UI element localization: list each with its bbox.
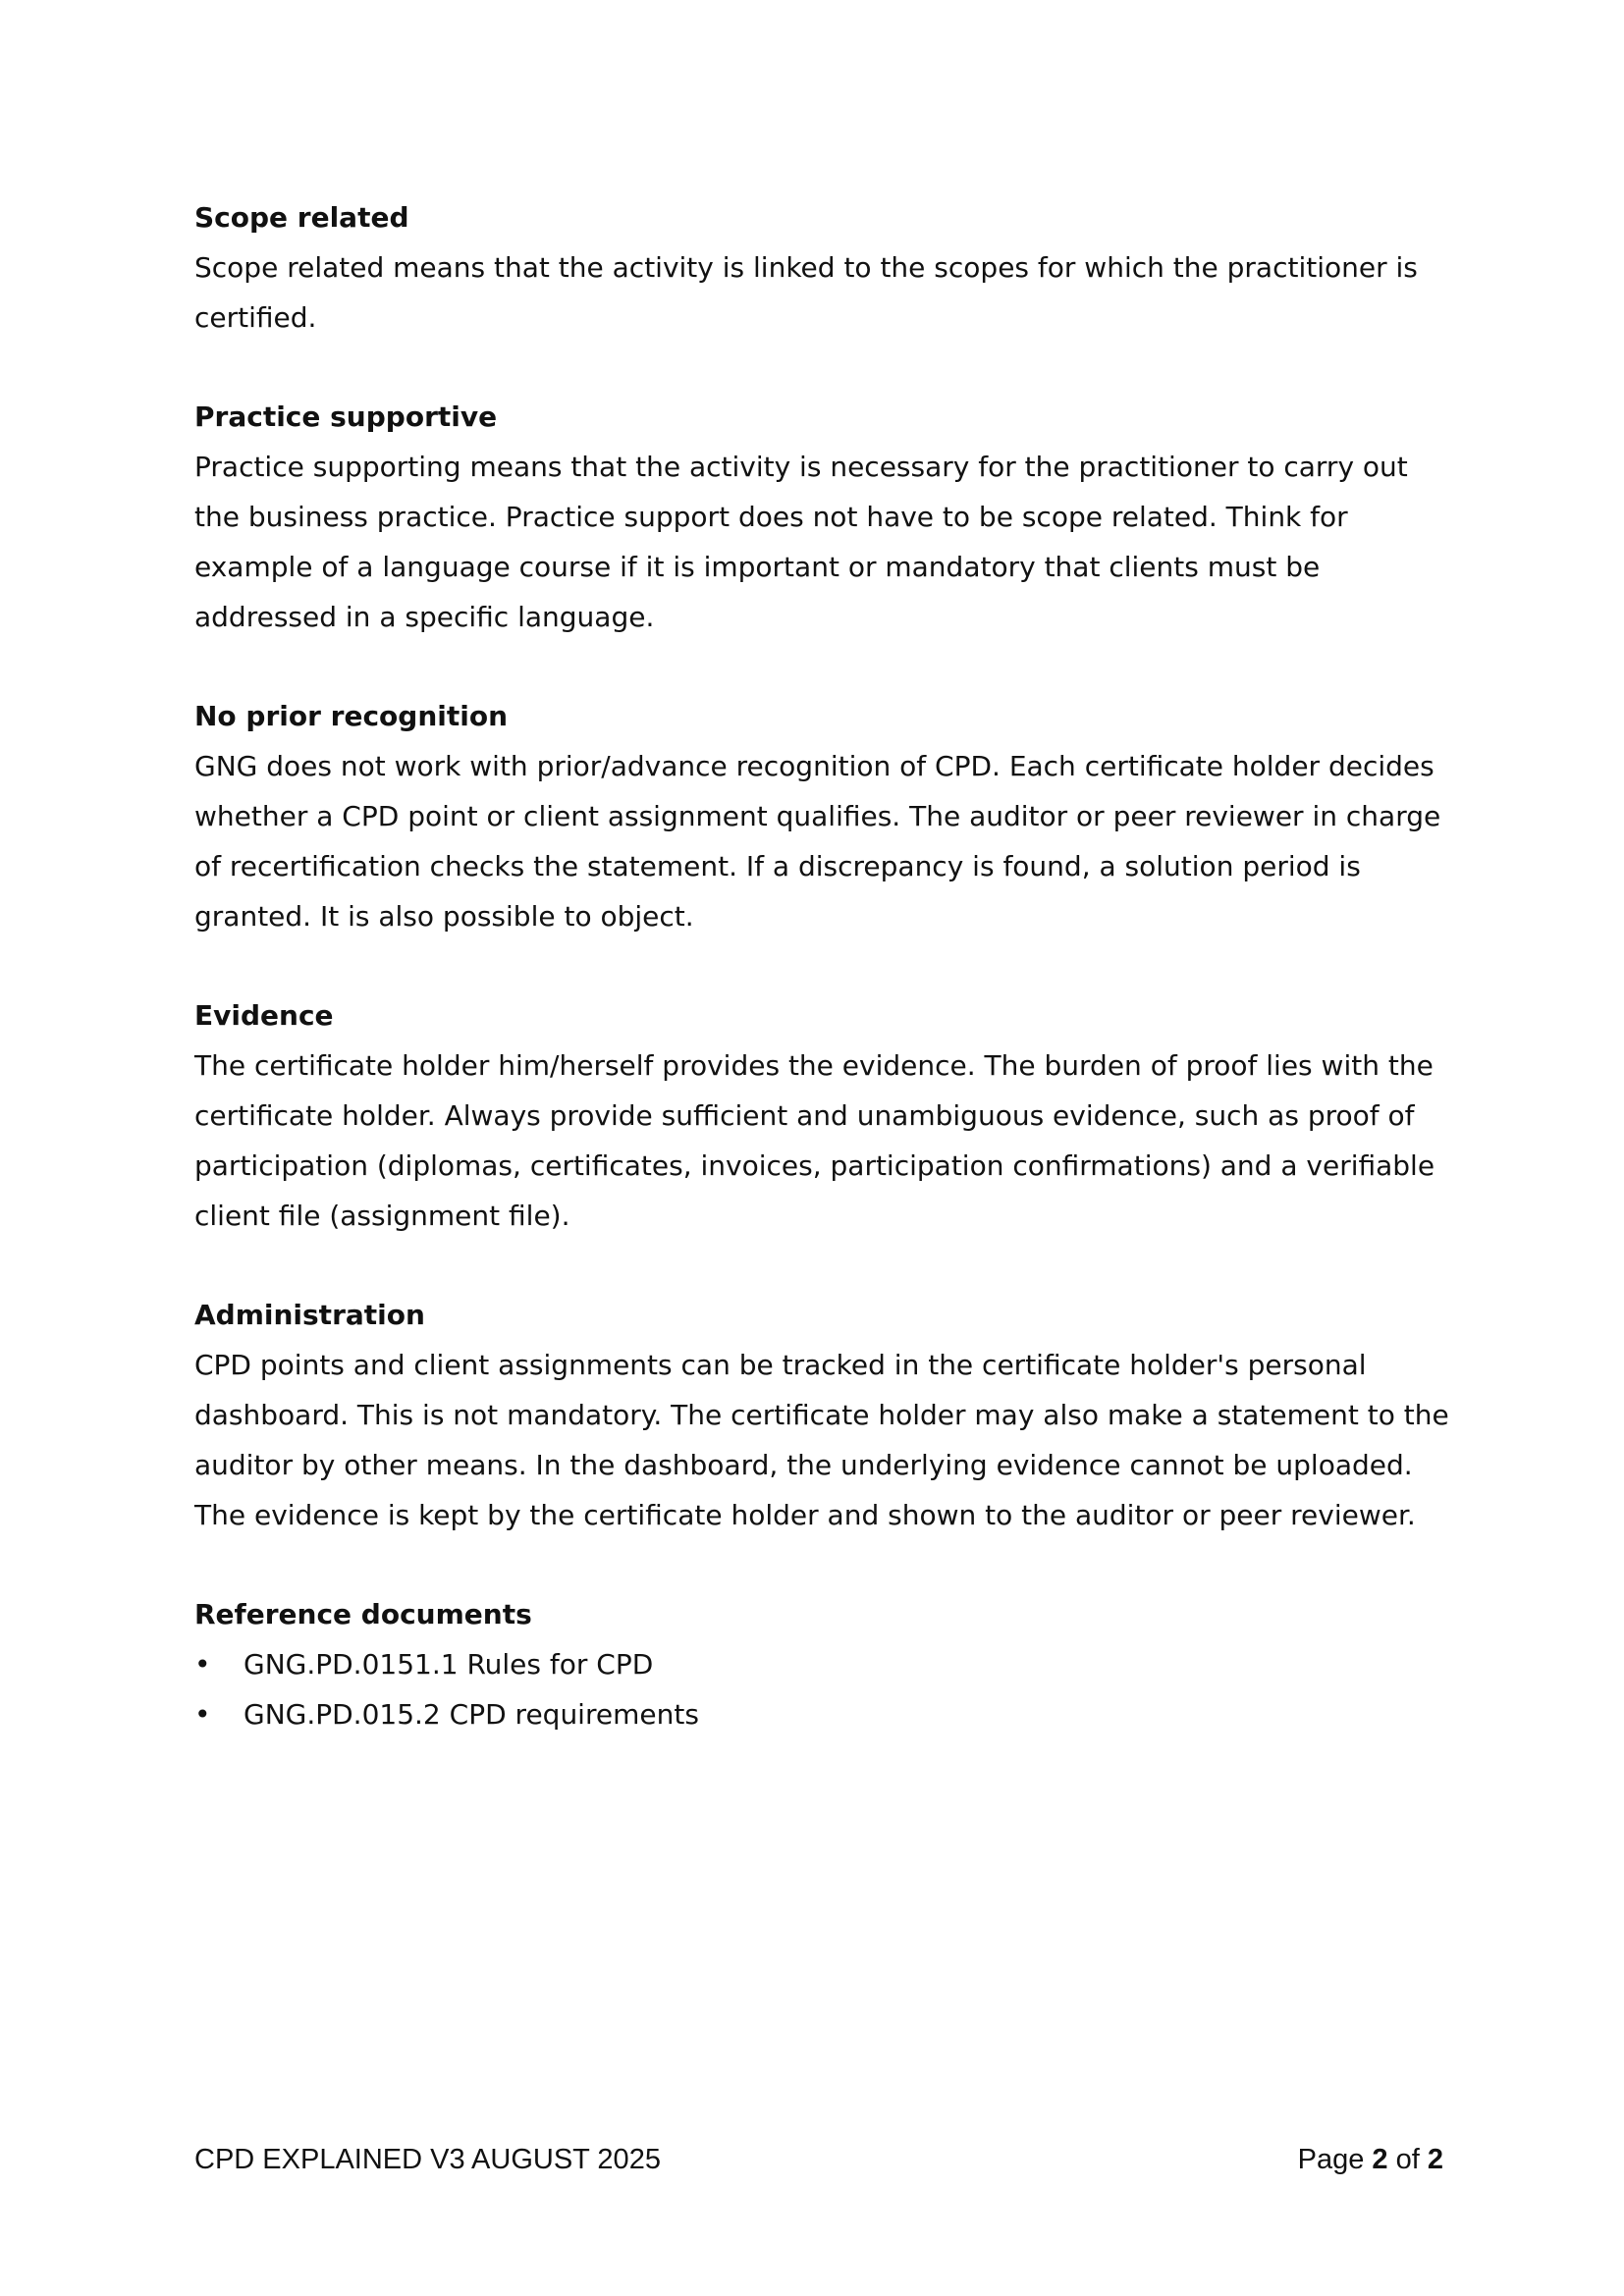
page-total: 2: [1427, 2144, 1443, 2175]
section-heading: Reference documents: [194, 1598, 532, 1630]
footer-page-number: [1298, 2140, 1443, 2179]
section-heading: Scope related: [194, 201, 409, 234]
reference-list: [194, 1639, 1451, 1739]
section-scope-related: [194, 192, 1451, 343]
section-paragraph: Practice supporting means that the activity is necessary for the practitioner to carry out the business practice. Practice support does not have to be scope related. Think for example of a language course if it is important or mandatory that clients must be addressed in a specific language.: [194, 451, 1408, 633]
reference-text: GNG.PD.015.2 CPD requirements: [244, 1698, 699, 1731]
section-paragraph: CPD points and client assignments can be tracked in the certificate holder's personal dashboard. This is not mandatory. The certificate holder may also make a statement to the auditor by other means. In the dashboard, the underlying evidence cannot be uploaded. The evidence is kept by the certificate holder and shown to the auditor or peer reviewer.: [194, 1349, 1449, 1531]
document-body: [194, 192, 1451, 1789]
list-item: [194, 1639, 1451, 1689]
page-footer: [194, 2140, 1443, 2179]
section-paragraph: GNG does not work with prior/advance recognition of CPD. Each certificate holder decides whether a CPD point or client assignment qualifies. The auditor or peer reviewer in charge of recertification checks the statement. If a discrepancy is found, a solution period is granted. It is also possible to object.: [194, 750, 1441, 933]
section-paragraph: Scope related means that the activity is linked to the scopes for which the practitioner is certified.: [194, 251, 1418, 334]
section-administration: [194, 1290, 1451, 1540]
section-no-prior-recognition: [194, 691, 1451, 941]
page-current: 2: [1372, 2144, 1388, 2175]
footer-document-title: CPD EXPLAINED V3 AUGUST 2025: [194, 2144, 661, 2175]
section-heading: Practice supportive: [194, 400, 498, 433]
section-reference-documents: [194, 1589, 1451, 1739]
bullet-icon: •: [194, 1698, 211, 1731]
section-heading: Evidence: [194, 999, 334, 1032]
of-word: of: [1395, 2144, 1420, 2175]
section-evidence: [194, 990, 1451, 1241]
section-practice-supportive: [194, 392, 1451, 642]
reference-text: GNG.PD.0151.1 Rules for CPD: [244, 1648, 654, 1681]
section-heading: No prior recognition: [194, 700, 509, 732]
bullet-icon: •: [194, 1648, 211, 1681]
section-paragraph: The certificate holder him/herself provides the evidence. The burden of proof lies with the certificate holder. Always provide sufficient and unambiguous evidence, such as proof of participation (diplomas, certificates, invoices, participation confirmations) and a verifiable client file (assignment file).: [194, 1049, 1435, 1232]
section-heading: Administration: [194, 1299, 425, 1331]
list-item: [194, 1689, 1451, 1739]
page-word: Page: [1297, 2144, 1365, 2175]
